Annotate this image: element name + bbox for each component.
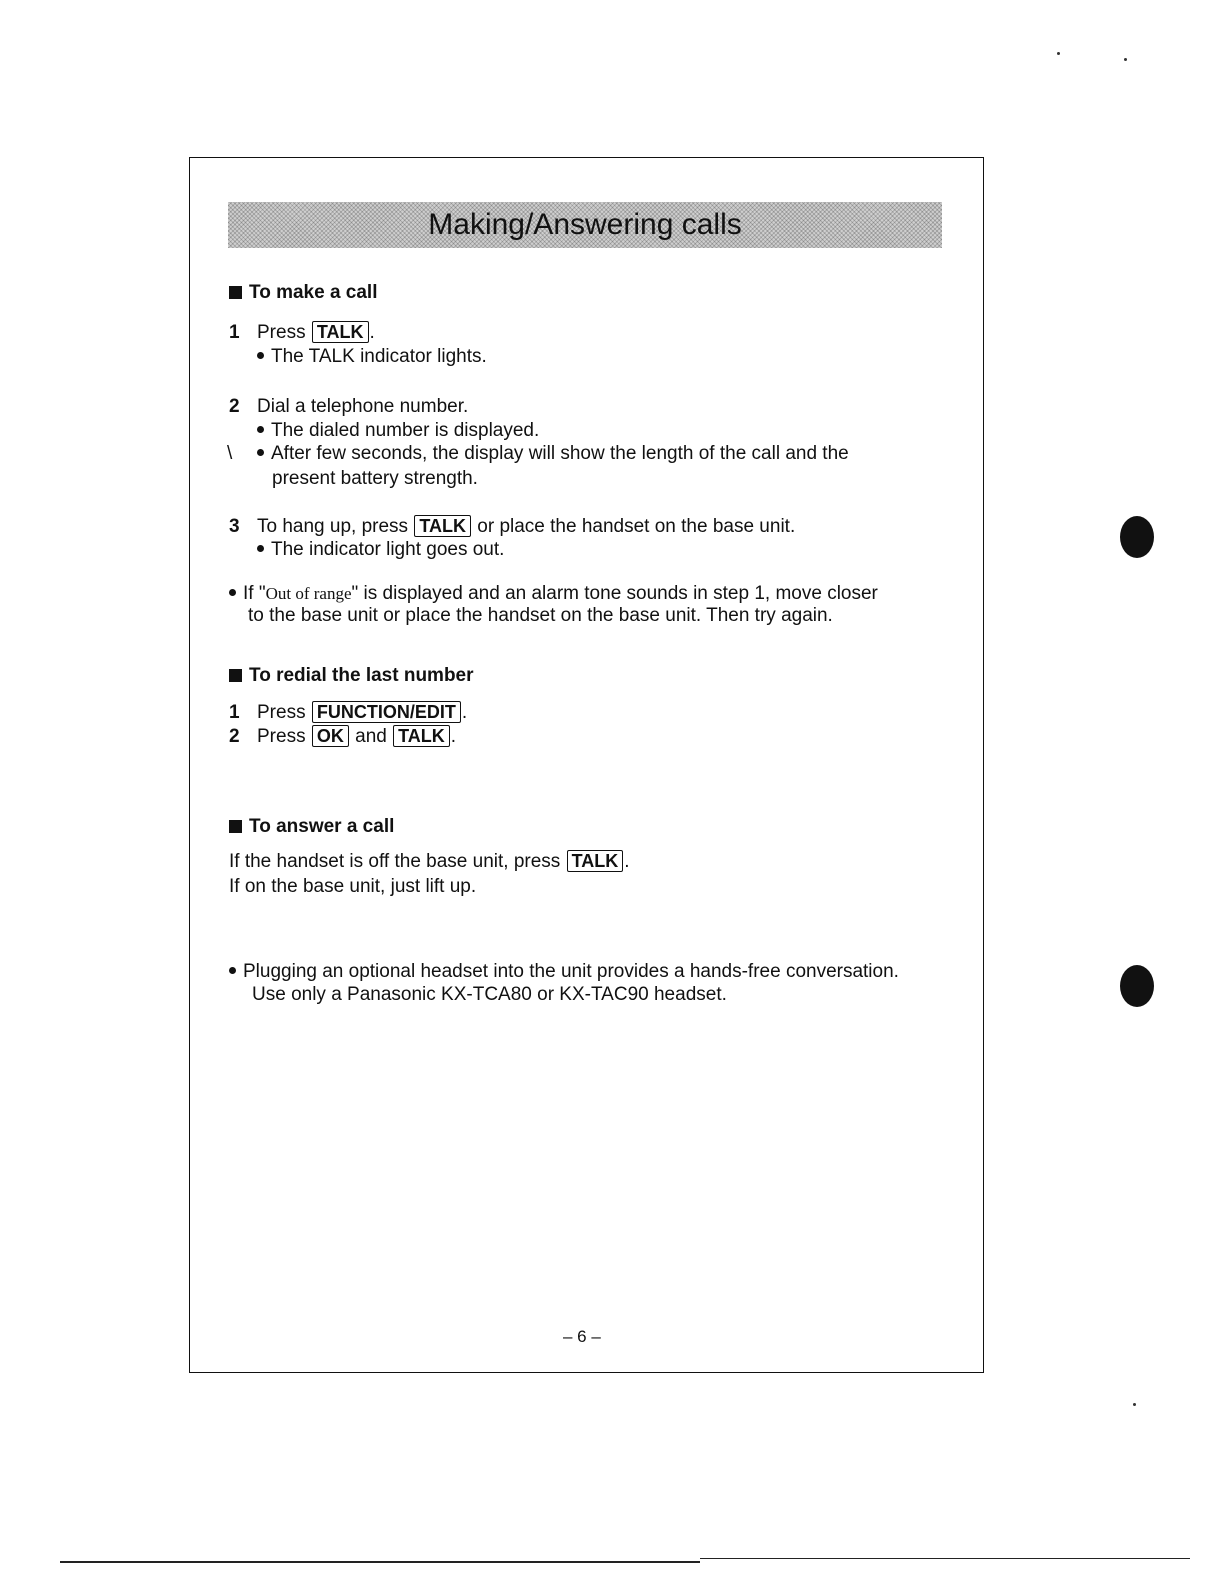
talk-key: TALK — [393, 725, 450, 747]
answer-line-2: If on the base unit, just lift up. — [229, 876, 477, 897]
scan-edge-line — [700, 1558, 1190, 1559]
scan-edge-line — [60, 1561, 700, 1563]
make-call-step-2-note-2: After few seconds, the display will show the length of the call and the — [257, 443, 849, 465]
binder-hole-icon — [1120, 965, 1154, 1007]
redial-step-2: 2 Press OK and TALK . — [229, 726, 457, 747]
bullet-dot-icon — [229, 967, 236, 974]
binder-hole-icon — [1120, 516, 1154, 558]
ok-key: OK — [312, 725, 349, 747]
bullet-dot-icon — [257, 352, 264, 359]
talk-key: TALK — [567, 850, 624, 872]
scan-speck — [1133, 1403, 1136, 1406]
bullet-dot-icon — [257, 426, 264, 433]
make-call-step-3-note: The indicator light goes out. — [257, 539, 504, 561]
headset-note-cont: Use only a Panasonic KX-TCA80 or KX-TAC90 headset. — [252, 984, 727, 1005]
redial-step-1: 1 Press FUNCTION/EDIT . — [229, 702, 468, 723]
square-bullet-icon — [229, 669, 242, 682]
bullet-dot-icon — [229, 589, 236, 596]
headset-note: Plugging an optional headset into the unit provides a hands-free conversation. — [229, 961, 899, 983]
square-bullet-icon — [229, 286, 242, 299]
scan-speck — [1057, 52, 1060, 55]
answer-line-1: If the handset is off the base unit, press TALK . — [229, 851, 630, 872]
make-call-step-2: 2 Dial a telephone number. — [229, 396, 469, 417]
scan-speck — [1124, 58, 1127, 61]
heading-answer: To answer a call — [229, 816, 394, 838]
out-of-range-tip-cont: to the base unit or place the handset on the base unit. Then try again. — [248, 605, 833, 626]
page-number: – 6 – — [563, 1327, 601, 1346]
section-title-bar — [228, 202, 942, 248]
talk-key: TALK — [312, 321, 369, 343]
page-title: Making/Answering calls — [428, 208, 742, 241]
make-call-step-3: 3 To hang up, press TALK or place the handset on the base unit. — [229, 516, 796, 537]
margin-mark: \ — [227, 443, 233, 464]
heading-redial: To redial the last number — [229, 665, 474, 687]
bullet-dot-icon — [257, 449, 264, 456]
square-bullet-icon — [229, 820, 242, 833]
bullet-dot-icon — [257, 545, 264, 552]
out-of-range-tip: If "Out of range" is displayed and an alarm tone sounds in step 1, move closer — [229, 583, 878, 605]
make-call-step-1: 1 Press TALK . — [229, 322, 375, 343]
make-call-step-1-note: The TALK indicator lights. — [257, 346, 487, 368]
talk-key: TALK — [414, 515, 471, 537]
function-edit-key: FUNCTION/EDIT — [312, 701, 461, 723]
heading-make-call: To make a call — [229, 282, 378, 304]
make-call-step-2-note-1: The dialed number is displayed. — [257, 420, 539, 442]
make-call-step-2-note-2-cont: present battery strength. — [272, 468, 478, 489]
